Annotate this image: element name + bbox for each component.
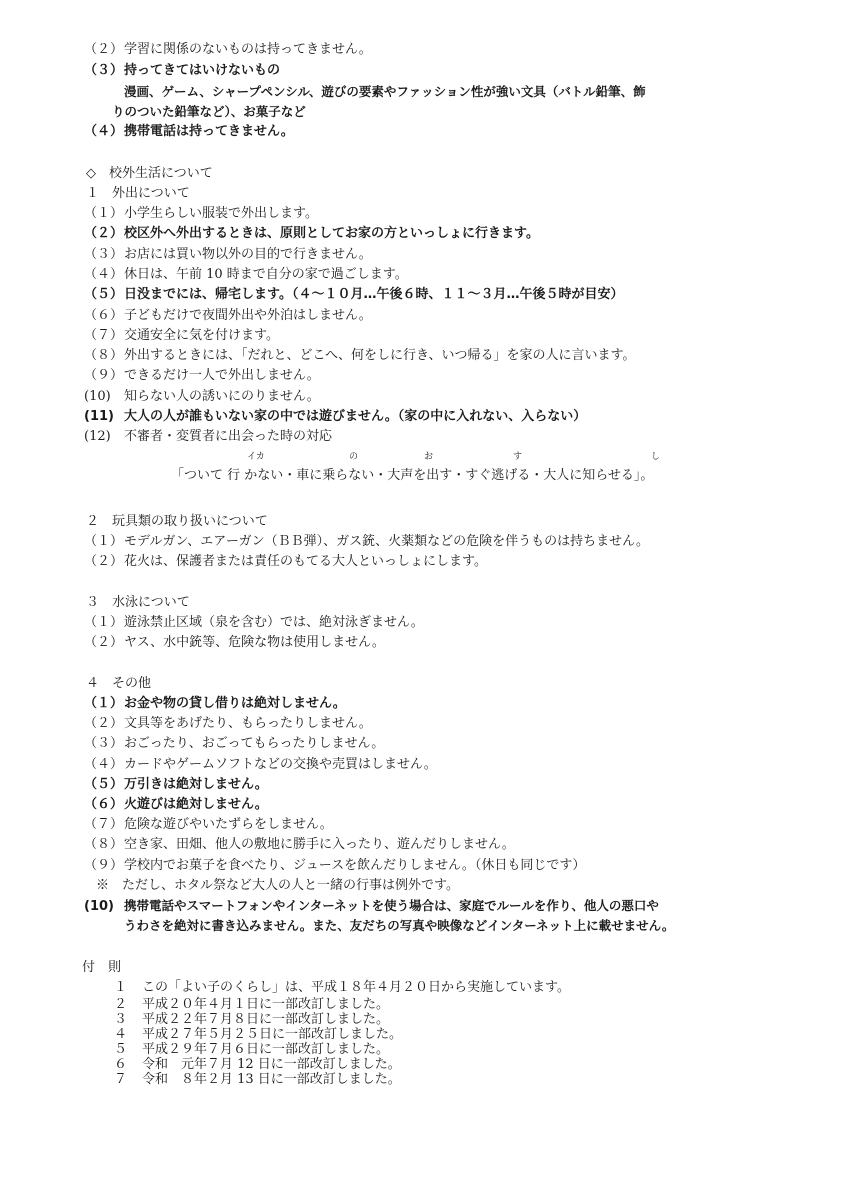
ruby-text: お [424, 452, 434, 462]
item-number: （１） [84, 615, 124, 630]
rule-line [84, 407, 586, 427]
appendix-item [114, 1042, 389, 1057]
item-text: 小学生らしい服装で外出します。 [124, 206, 318, 221]
item-number: （４） [84, 756, 124, 772]
item-number: (12) [84, 429, 111, 445]
appendix-text: 令和 元年７月 12 日に一部改訂しました。 [142, 1057, 401, 1072]
subsection-title: ３ 水泳について [86, 595, 190, 610]
item-number: (10) [84, 388, 111, 404]
appendix-number: ６ [114, 1057, 128, 1072]
item-text: 遊泳禁止区域（泉を含む）では、絶対泳ぎません。 [124, 615, 424, 630]
item-text: お金や物の貸し借りは絶対しません。 [124, 696, 346, 711]
item-text: できるだけ一人で外出しません。 [124, 368, 320, 384]
item-number: （５） [84, 287, 124, 303]
appendix-item [114, 1057, 401, 1072]
rule-line [84, 346, 635, 366]
rule-line [84, 795, 268, 815]
item-number: （９） [84, 857, 124, 873]
item-number: （１） [84, 696, 124, 711]
item-number: （８） [84, 348, 124, 364]
rule-line [84, 265, 408, 285]
item-text: 花火は、保護者または責任のもてる大人といっしょにします。 [124, 554, 487, 570]
item-number: （１） [84, 534, 124, 549]
appendix-text: 平成２７年５月２５日に一部改訂しました。 [142, 1027, 403, 1042]
appendix-item [114, 1027, 402, 1042]
item-number: （２） [84, 635, 124, 651]
rule-line [84, 835, 515, 855]
rule-line [84, 326, 279, 346]
rule-line [84, 285, 623, 305]
item-number: （３） [84, 246, 124, 262]
item-text: 持ってきてはいけないもの [124, 63, 281, 78]
item-number: （３） [84, 63, 124, 78]
rule-line [84, 224, 539, 244]
item-text: 学習に関係のないものは持ってきません。 [124, 42, 372, 57]
rule-line [84, 613, 424, 633]
rule-line [84, 815, 333, 835]
item-number: （７） [84, 327, 124, 343]
item-text: 携帯電話は持ってきません。 [124, 124, 294, 139]
item-number: (10) [84, 899, 114, 914]
item-number: （６） [84, 797, 124, 812]
item-text: 交通安全に気を付けます。 [124, 327, 279, 343]
item-number: （８） [84, 837, 124, 853]
item-text: 携帯電話やスマートフォンやインターネットを使う場合は、家庭でルールを作り、他人の悪口や [124, 898, 659, 913]
ruby-text: の [349, 452, 359, 462]
appendix-item [114, 1072, 401, 1087]
subsection-title: １ 外出について [86, 186, 190, 201]
appendix-number: ４ [114, 1027, 128, 1042]
appendix-text: 平成２２年７月８日に一部改訂しました。 [142, 1012, 390, 1027]
appendix-text: 平成２９年７月６日に一部改訂しました。 [142, 1042, 390, 1057]
rule-line [84, 552, 487, 572]
item-text: 大人の人が誰もいない家の中では遊びません。（家の中に入れない、入らない） [124, 409, 587, 424]
item-number: （５） [84, 776, 124, 792]
safety-slogan: 「ついて 行 かない・車に乗らない・大声を出す・すぐ逃げる・大人に知らせる」。 [171, 468, 654, 483]
appendix-text: この「よい子のくらし」は、平成１８年４月２０日から実施しています。 [142, 980, 570, 995]
rule-line [84, 714, 372, 734]
rule-line [84, 755, 437, 775]
item-text: 文具等をあげたり、もらったりしません。 [124, 716, 372, 732]
item-number: （１） [84, 206, 124, 221]
rule-line [84, 387, 320, 407]
item-text: 校区外へ外出するときは、原則としてお家の方といっしょに行きます。 [124, 226, 539, 242]
item-number: (11) [84, 409, 114, 424]
item-text: 日没までには、帰宅します。（４～１０月…午後６時、１１～３月…午後５時が目安） [124, 287, 624, 303]
rule-line [84, 856, 585, 876]
item-text: 知らない人の誘いにのりません。 [124, 388, 320, 404]
item-text-continued: りのついた鉛筆など）、お菓子など [112, 104, 306, 119]
item-number: （６） [84, 307, 124, 323]
subsection-title: ２ 玩具類の取り扱いについて [86, 514, 268, 529]
appendix-number: ５ [114, 1042, 128, 1057]
appendix-number: ７ [114, 1072, 128, 1087]
item-text: 子どもだけで夜間外出や外泊はしません。 [124, 307, 372, 323]
ruby-text: し [651, 452, 661, 462]
appendix-title: 付 則 [82, 960, 122, 975]
item-number: （４） [84, 266, 124, 282]
item-text: お店には買い物以外の目的で行きません。 [124, 246, 372, 262]
rule-line [84, 61, 280, 81]
item-text: カードやゲームソフトなどの交換や売買はしません。 [124, 756, 437, 772]
item-text: ヤス、水中銃等、危険な物は使用しません。 [124, 635, 385, 651]
appendix-number: ２ [114, 997, 128, 1012]
section-heading: ◇ 校外生活について [86, 166, 213, 181]
appendix-item [114, 1012, 389, 1027]
item-number: （９） [84, 368, 124, 384]
appendix-text: 令和 ８年２月 13 日に一部改訂しました。 [142, 1072, 401, 1087]
rule-line [84, 775, 268, 795]
rule-line [84, 427, 332, 447]
exception-note: ※ ただし、ホタル祭など大人の人と一緒の行事は例外です。 [96, 878, 459, 893]
ruby-text: す [513, 452, 523, 462]
rule-line [84, 633, 385, 653]
item-text: 火遊びは絶対しません。 [124, 797, 268, 812]
item-text: 学校内でお菓子を食べたり、ジュースを飲んだりしません。（休日も同じです） [124, 857, 586, 873]
appendix-number: ３ [114, 1012, 128, 1027]
appendix-item [114, 978, 570, 998]
rule-line [84, 366, 320, 386]
item-text: おごったり、おごってもらったりしません。 [124, 736, 385, 752]
item-text: モデルガン、エアーガン（ＢＢ弾）、ガス銃、火薬類などの危険を伴うものは持ちません。 [124, 534, 649, 549]
item-number: （７） [84, 817, 124, 833]
rule-line [84, 306, 372, 326]
item-text-continued: うわさを絶対に書き込みません。また、友だちの写真や映像などインターネット上に載せません。 [124, 918, 675, 933]
item-number: （３） [84, 736, 124, 752]
item-text: 空き家、田畑、他人の敷地に勝手に入ったり、遊んだりしません。 [124, 837, 515, 853]
item-text: 外出するときには、「だれと、どこへ、何をしに行き、いつ帰る」を家の人に言います。 [124, 348, 636, 364]
item-text-continued: 漫画、ゲーム、シャープペンシル、遊びの要素やファッション性が強い文具（バトル鉛筆、飾 [124, 84, 646, 99]
rule-line [84, 734, 384, 754]
rule-line [84, 532, 649, 552]
item-text: 万引きは絶対しません。 [124, 776, 268, 792]
item-number: （２） [84, 226, 124, 242]
item-text: 危険な遊びやいたずらをしません。 [124, 817, 333, 833]
subsection-title: ４ その他 [86, 676, 152, 691]
rule-line [84, 245, 372, 265]
item-number: （２） [84, 554, 124, 570]
appendix-number: １ [114, 980, 128, 995]
item-number: （２） [84, 42, 124, 57]
rule-line [84, 694, 346, 714]
appendix-item [114, 997, 389, 1012]
item-text: 休日は、午前 10 時まで自分の家で過ごします。 [124, 266, 408, 282]
rule-line [84, 122, 294, 142]
appendix-text: 平成２０年４月１日に一部改訂しました。 [142, 997, 390, 1012]
rule-line [84, 204, 318, 224]
rule-line [84, 896, 659, 917]
item-number: （２） [84, 716, 124, 732]
item-number: （４） [84, 124, 124, 139]
ruby-text: イカ [247, 452, 265, 462]
rule-line [84, 40, 372, 60]
item-text: 不審者・変質者に出会った時の対応 [124, 429, 333, 445]
